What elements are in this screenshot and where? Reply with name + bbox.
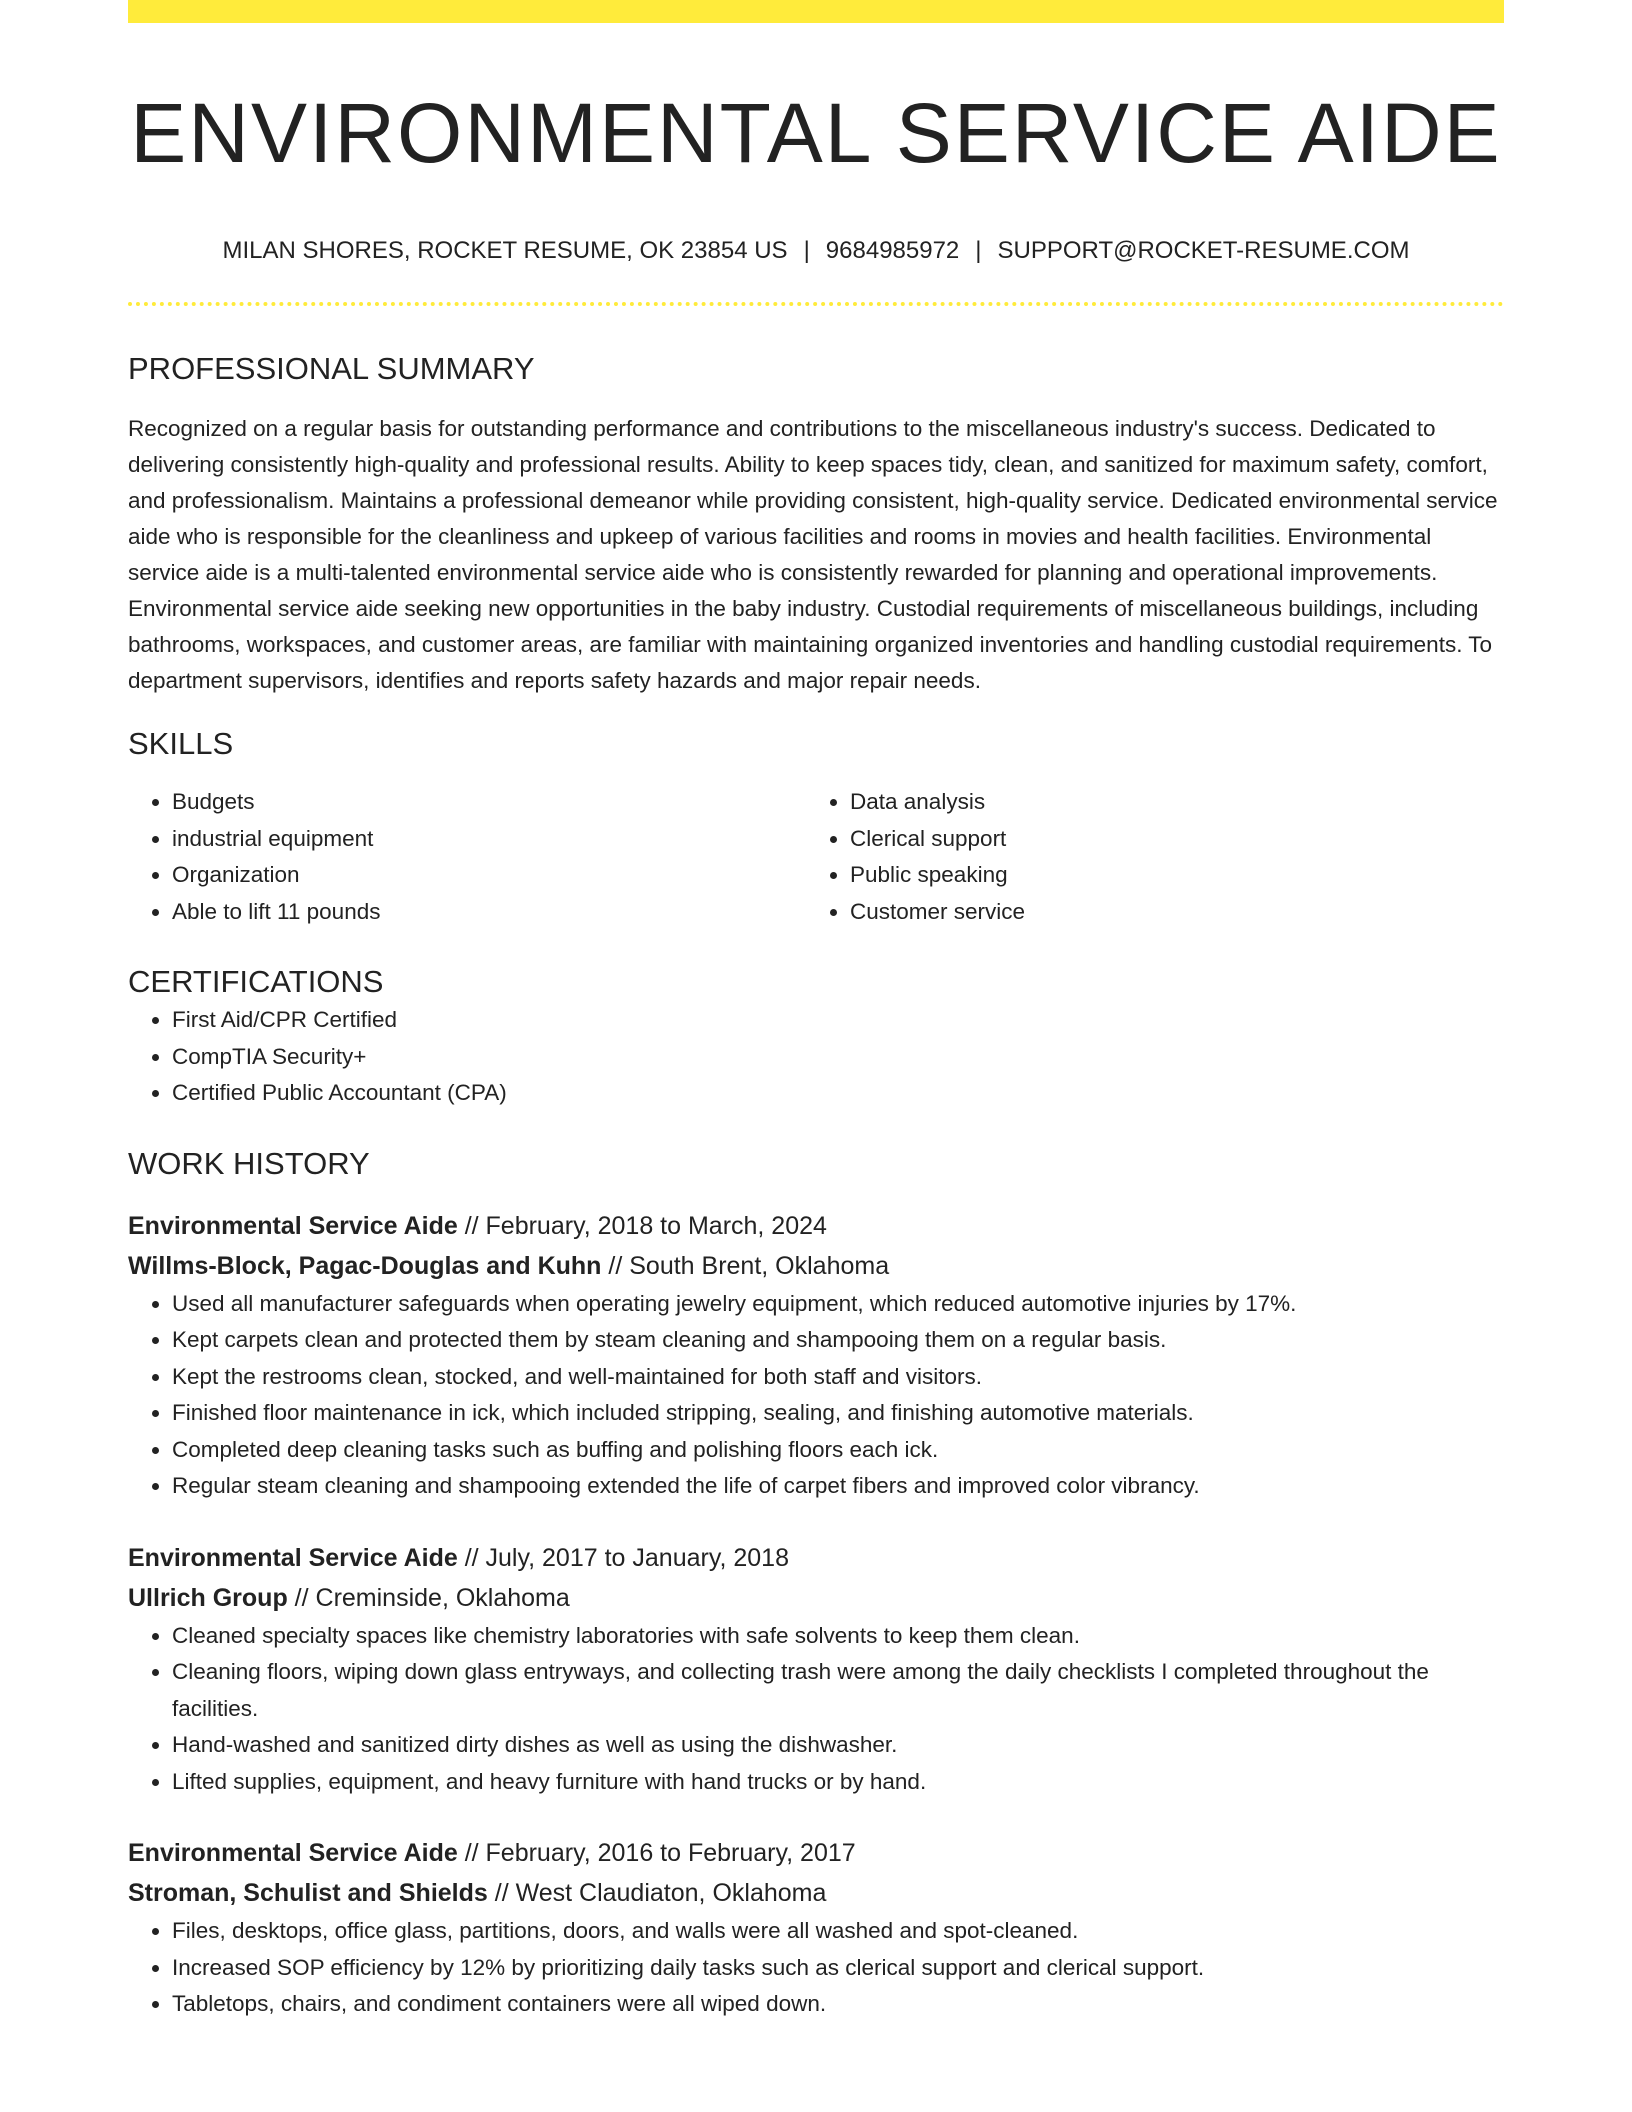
skill-item: • Data analysis: [850, 784, 1484, 821]
job-bullets: [128, 1913, 1504, 2023]
job-bullets: [128, 1618, 1504, 1801]
summary-heading: PROFESSIONAL SUMMARY: [128, 351, 535, 386]
certification-item: • Certified Public Accountant (CPA): [172, 1075, 1504, 1112]
job-bullet: • Used all manufacturer safeguards when operating jewelry equipment, which reduced automotive injuries by 17%.: [172, 1286, 1504, 1323]
contact-phone: 9684985972: [825, 237, 960, 264]
job-bullet: • Increased SOP efficiency by 12% by prioritizing daily tasks such as clerical support and clerical support.: [172, 1950, 1504, 1987]
contact-email: SUPPORT@ROCKET-RESUME.COM: [997, 237, 1410, 264]
job-entry: [128, 1206, 1504, 1505]
job-location: // West Claudiaton, Oklahoma: [487, 1879, 827, 1907]
certifications-heading: CERTIFICATIONS: [128, 964, 384, 999]
job-dates: // July, 2017 to January, 2018: [457, 1543, 789, 1572]
skills-list-left: [128, 784, 806, 930]
job-title-line: [128, 1538, 1504, 1578]
skill-item: • Able to lift 11 pounds: [172, 894, 806, 931]
job-bullet: • Hand-washed and sanitized dirty dishes as well as using the dishwasher.: [172, 1727, 1504, 1764]
skill-item: • Customer service: [850, 894, 1484, 931]
resume-name: ENVIRONMENTAL SERVICE AIDE: [130, 86, 1502, 180]
job-role: Environmental Service Aide: [128, 1543, 458, 1572]
job-bullet: • Completed deep cleaning tasks such as buffing and polishing floors each ick.: [172, 1432, 1504, 1469]
job-location: // South Brent, Oklahoma: [601, 1251, 890, 1280]
skill-item: • industrial equipment: [172, 821, 806, 858]
job-company-line: [128, 1578, 1504, 1618]
work-history-heading: WORK HISTORY: [128, 1145, 370, 1181]
skill-item: • Public speaking: [850, 857, 1484, 894]
job-company: Stroman, Schulist and Shields: [128, 1879, 488, 1907]
job-company: Willms-Block, Pagac-Douglas and Kuhn: [128, 1251, 602, 1280]
dotted-divider: [128, 302, 1504, 306]
skills-list-right: [806, 784, 1484, 930]
job-bullet: • Finished floor maintenance in ick, which included stripping, sealing, and finishing automotive materials.: [172, 1395, 1504, 1432]
job-location: // Creminside, Oklahoma: [287, 1583, 570, 1612]
skill-item: • Clerical support: [850, 821, 1484, 858]
job-title-line: [128, 1833, 1504, 1873]
job-company: Ullrich Group: [128, 1583, 288, 1612]
contact-address: MILAN SHORES, ROCKET RESUME, OK 23854 US: [222, 237, 788, 264]
job-role: Environmental Service Aide: [128, 1839, 458, 1867]
job-bullet: • Kept carpets clean and protected them by steam cleaning and shampooing them on a regular basis.: [172, 1322, 1504, 1359]
contact-separator: |: [803, 237, 810, 264]
job-company-line: [128, 1246, 1504, 1286]
job-bullet: • Cleaning floors, wiping down glass entryways, and collecting trash were among the daily checklists I completed throughout the facilities.: [172, 1654, 1504, 1727]
contact-separator: |: [975, 237, 982, 264]
certification-item: • First Aid/CPR Certified: [172, 1002, 1504, 1039]
top-accent-bar: [128, 0, 1504, 23]
skills-heading: SKILLS: [128, 726, 234, 761]
certification-item: • CompTIA Security+: [172, 1039, 1504, 1076]
job-company-line: [128, 1873, 1504, 1913]
summary-text: Recognized on a regular basis for outstanding performance and contributions to the miscellaneous industry's success. Dedicated to delivering consistently high-quality and professional results. Ability to keep spaces tidy, clean, and sanitized for maximum safety, comfort, and professionalism. Maintains a professional demeanor while providing consistent, high-quality service. Dedicated environmental service aide who is responsible for the cleanliness and upkeep of various facilities and rooms in movies and health facilities. Environmental service aide is a multi-talented environmental service aide who is consistently rewarded for planning and operational improvements. Environmental service aide seeking new opportunities in the baby industry. Custodial requirements of miscellaneous buildings, including bathrooms, workspaces, and customer areas, are familiar with maintaining organized inventories and handling custodial requirements. To department supervisors, identifies and reports safety hazards and major repair needs.: [128, 416, 1498, 693]
job-dates: // February, 2018 to March, 2024: [457, 1211, 827, 1240]
skills-grid: [128, 784, 1504, 930]
job-bullet: • Files, desktops, office glass, partitions, doors, and walls were all washed and spot-cleaned.: [172, 1913, 1504, 1950]
job-bullets: [128, 1286, 1504, 1505]
job-role: Environmental Service Aide: [128, 1211, 458, 1240]
job-bullet: • Cleaned specialty spaces like chemistry laboratories with safe solvents to keep them clean.: [172, 1618, 1504, 1655]
contact-line: [128, 235, 1504, 267]
job-entry: [128, 1833, 1504, 2023]
job-title-line: [128, 1206, 1504, 1246]
job-bullet: • Lifted supplies, equipment, and heavy furniture with hand trucks or by hand.: [172, 1764, 1504, 1801]
skill-item: • Budgets: [172, 784, 806, 821]
skill-item: • Organization: [172, 857, 806, 894]
job-entry: [128, 1538, 1504, 1801]
job-bullet: • Kept the restrooms clean, stocked, and well-maintained for both staff and visitors.: [172, 1359, 1504, 1396]
resume-page: [128, 0, 1504, 2023]
certifications-list: [128, 1002, 1504, 1112]
job-bullet: • Tabletops, chairs, and condiment containers were all wiped down.: [172, 1986, 1504, 2023]
job-bullet: • Regular steam cleaning and shampooing extended the life of carpet fibers and improved color vibrancy.: [172, 1468, 1504, 1505]
job-dates: // February, 2016 to February, 2017: [457, 1839, 856, 1867]
